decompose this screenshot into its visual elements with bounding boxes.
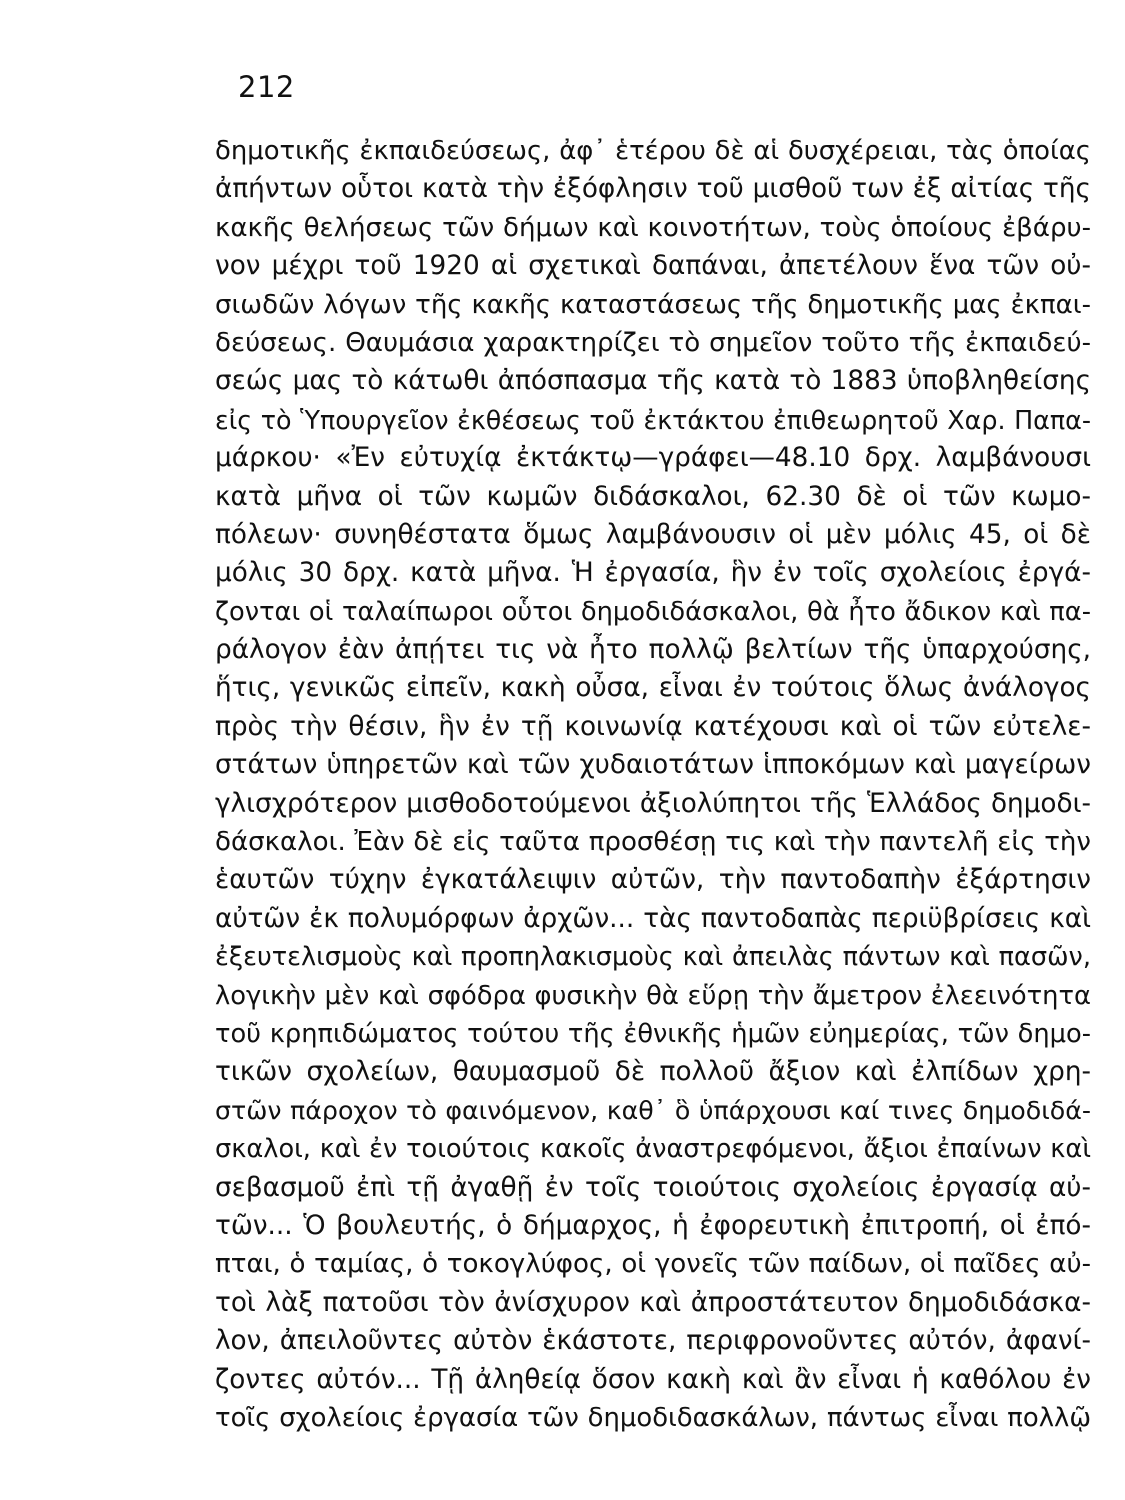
text-line: δάσκαλοι. Ἐὰν δὲ εἰς ταῦτα προσθέσῃ τις καὶ τὴν παντελῆ εἰς τὴν bbox=[215, 827, 1091, 858]
text-line: σεβασμοῦ ἐπὶ τῇ ἀγαθῇ ἐν τοῖς τοιούτοις σχολείοις ἐργασίᾳ αὐ- bbox=[215, 1172, 1091, 1203]
body-text bbox=[215, 132, 1091, 1437]
text-line: στῶν πάροχον τὸ φαινόμενον, καθ᾽ ὃ ὑπάρχουσι καί τινες δημοδιδά- bbox=[215, 1095, 1091, 1125]
text-line: δεύσεως. Θαυμάσια χαρακτηρίζει τὸ σημεῖον τοῦτο τῆς ἐκπαιδεύ- bbox=[215, 327, 1091, 358]
text-line: γλισχρότερον μισθοδοτούμενοι ἀξιολύπητοι τῆς Ἑλλάδος δημοδι- bbox=[215, 788, 1091, 819]
text-line: δημοτικῆς ἐκπαιδεύσεως, ἀφ᾽ ἑτέρου δὲ αἱ δυσχέρειαι, τὰς ὁποίας bbox=[215, 136, 1091, 166]
text-line: κακῆς θελήσεως τῶν δήμων καὶ κοινοτήτων, τοὺς ὁποίους ἐβάρυ- bbox=[215, 212, 1091, 243]
text-line: ράλογον ἐὰν ἀπῄτει τις νὰ ἦτο πολλῷ βελτίων τῆς ὑπαρχούσης, bbox=[215, 635, 1091, 666]
text-line: κατὰ μῆνα οἱ τῶν κωμῶν διδάσκαλοι, 62.30 δὲ οἱ τῶν κωμο- bbox=[215, 481, 1091, 512]
text-line: σεώς μας τὸ κάτωθι ἀπόσπασμα τῆς κατὰ τὸ 1883 ὑποβληθείσης bbox=[215, 366, 1091, 397]
text-line: λον, ἀπειλοῦντες αὐτὸν ἑκάστοτε, περιφρονοῦντες αὐτόν, ἀφανί- bbox=[215, 1326, 1091, 1357]
page-number: 212 bbox=[238, 70, 295, 104]
text-line: τοὶ λὰξ πατοῦσι τὸν ἀνίσχυρον καὶ ἀπροστάτευτον δημοδιδάσκα- bbox=[215, 1287, 1091, 1318]
text-line: νον μέχρι τοῦ 1920 αἱ σχετικαὶ δαπάναι, ἀπετέλουν ἕνα τῶν οὐ- bbox=[215, 251, 1091, 282]
text-line: πται, ὁ ταμίας, ὁ τοκογλύφος, οἱ γονεῖς τῶν παίδων, οἱ παῖδες αὐ- bbox=[215, 1249, 1091, 1280]
text-line: ἐξευτελισμοὺς καὶ προπηλακισμοὺς καὶ ἀπειλὰς πάντων καὶ πασῶν, bbox=[215, 942, 1091, 973]
text-line: σιωδῶν λόγων τῆς κακῆς καταστάσεως τῆς δημοτικῆς μας ἐκπαι- bbox=[215, 289, 1091, 320]
text-line: στάτων ὑπηρετῶν καὶ τῶν χυδαιοτάτων ἱπποκόμων καὶ μαγείρων bbox=[215, 750, 1091, 781]
text-line: αὐτῶν ἐκ πολυμόρφων ἀρχῶν... τὰς παντοδαπὰς περιϋβρίσεις καὶ bbox=[215, 903, 1091, 934]
text-line: ἥτις, γενικῶς εἰπεῖν, κακὴ οὖσα, εἶναι ἐν τούτοις ὅλως ἀνάλογος bbox=[215, 673, 1091, 704]
text-line: ζοντες αὐτόν... Τῇ ἀληθείᾳ ὅσον κακὴ καὶ ἂν εἶναι ἡ καθόλου ἐν bbox=[215, 1364, 1091, 1395]
text-line: τικῶν σχολείων, θαυμασμοῦ δὲ πολλοῦ ἄξιον καὶ ἐλπίδων χρη- bbox=[215, 1057, 1091, 1088]
text-line: τοῦ κρηπιδώματος τούτου τῆς ἐθνικῆς ἡμῶν εὐημερίας, τῶν δημο- bbox=[215, 1018, 1091, 1049]
text-line: σκαλοι, καὶ ἐν τοιούτοις κακοῖς ἀναστρεφόμενοι, ἄξιοι ἐπαίνων καὶ bbox=[215, 1134, 1091, 1165]
text-line: τοῖς σχολείοις ἐργασία τῶν δημοδιδασκάλων, πάντως εἶναι πολλῷ bbox=[215, 1402, 1091, 1433]
text-line: πόλεων· συνηθέστατα ὅμως λαμβάνουσιν οἱ μὲν μόλις 45, οἱ δὲ bbox=[215, 519, 1091, 550]
text-line: μάρκου· «Ἐν εὐτυχίᾳ ἐκτάκτῳ—γράφει—48.10 δρχ. λαμβάνουσι bbox=[215, 443, 1091, 474]
text-line: τῶν... Ὁ βουλευτής, ὁ δήμαρχος, ἡ ἐφορευτικὴ ἐπιτροπή, οἱ ἐπό- bbox=[215, 1210, 1091, 1241]
text-line: ἀπήντων οὗτοι κατὰ τὴν ἐξόφλησιν τοῦ μισθοῦ των ἐξ αἰτίας τῆς bbox=[215, 174, 1091, 205]
text-line: ζονται οἱ ταλαίπωροι οὗτοι δημοδιδάσκαλοι, θὰ ἦτο ἄδικον καὶ πα- bbox=[215, 596, 1091, 627]
text-line: ἑαυτῶν τύχην ἐγκατάλειψιν αὐτῶν, τὴν παντοδαπὴν ἐξάρτησιν bbox=[215, 865, 1091, 896]
text-line: πρὸς τὴν θέσιν, ἣν ἐν τῇ κοινωνίᾳ κατέχουσι καὶ οἱ τῶν εὐτελε- bbox=[215, 711, 1091, 742]
text-line: μόλις 30 δρχ. κατὰ μῆνα. Ἡ ἐργασία, ἣν ἐν τοῖς σχολείοις ἐργά- bbox=[215, 558, 1091, 589]
text-line: εἰς τὸ Ὑπουργεῖον ἐκθέσεως τοῦ ἐκτάκτου ἐπιθεωρητοῦ Χαρ. Παπα- bbox=[215, 404, 1091, 435]
text-line: λογικὴν μὲν καὶ σφόδρα φυσικὴν θὰ εὕρῃ τὴν ἄμετρον ἐλεεινότητα bbox=[215, 980, 1091, 1011]
